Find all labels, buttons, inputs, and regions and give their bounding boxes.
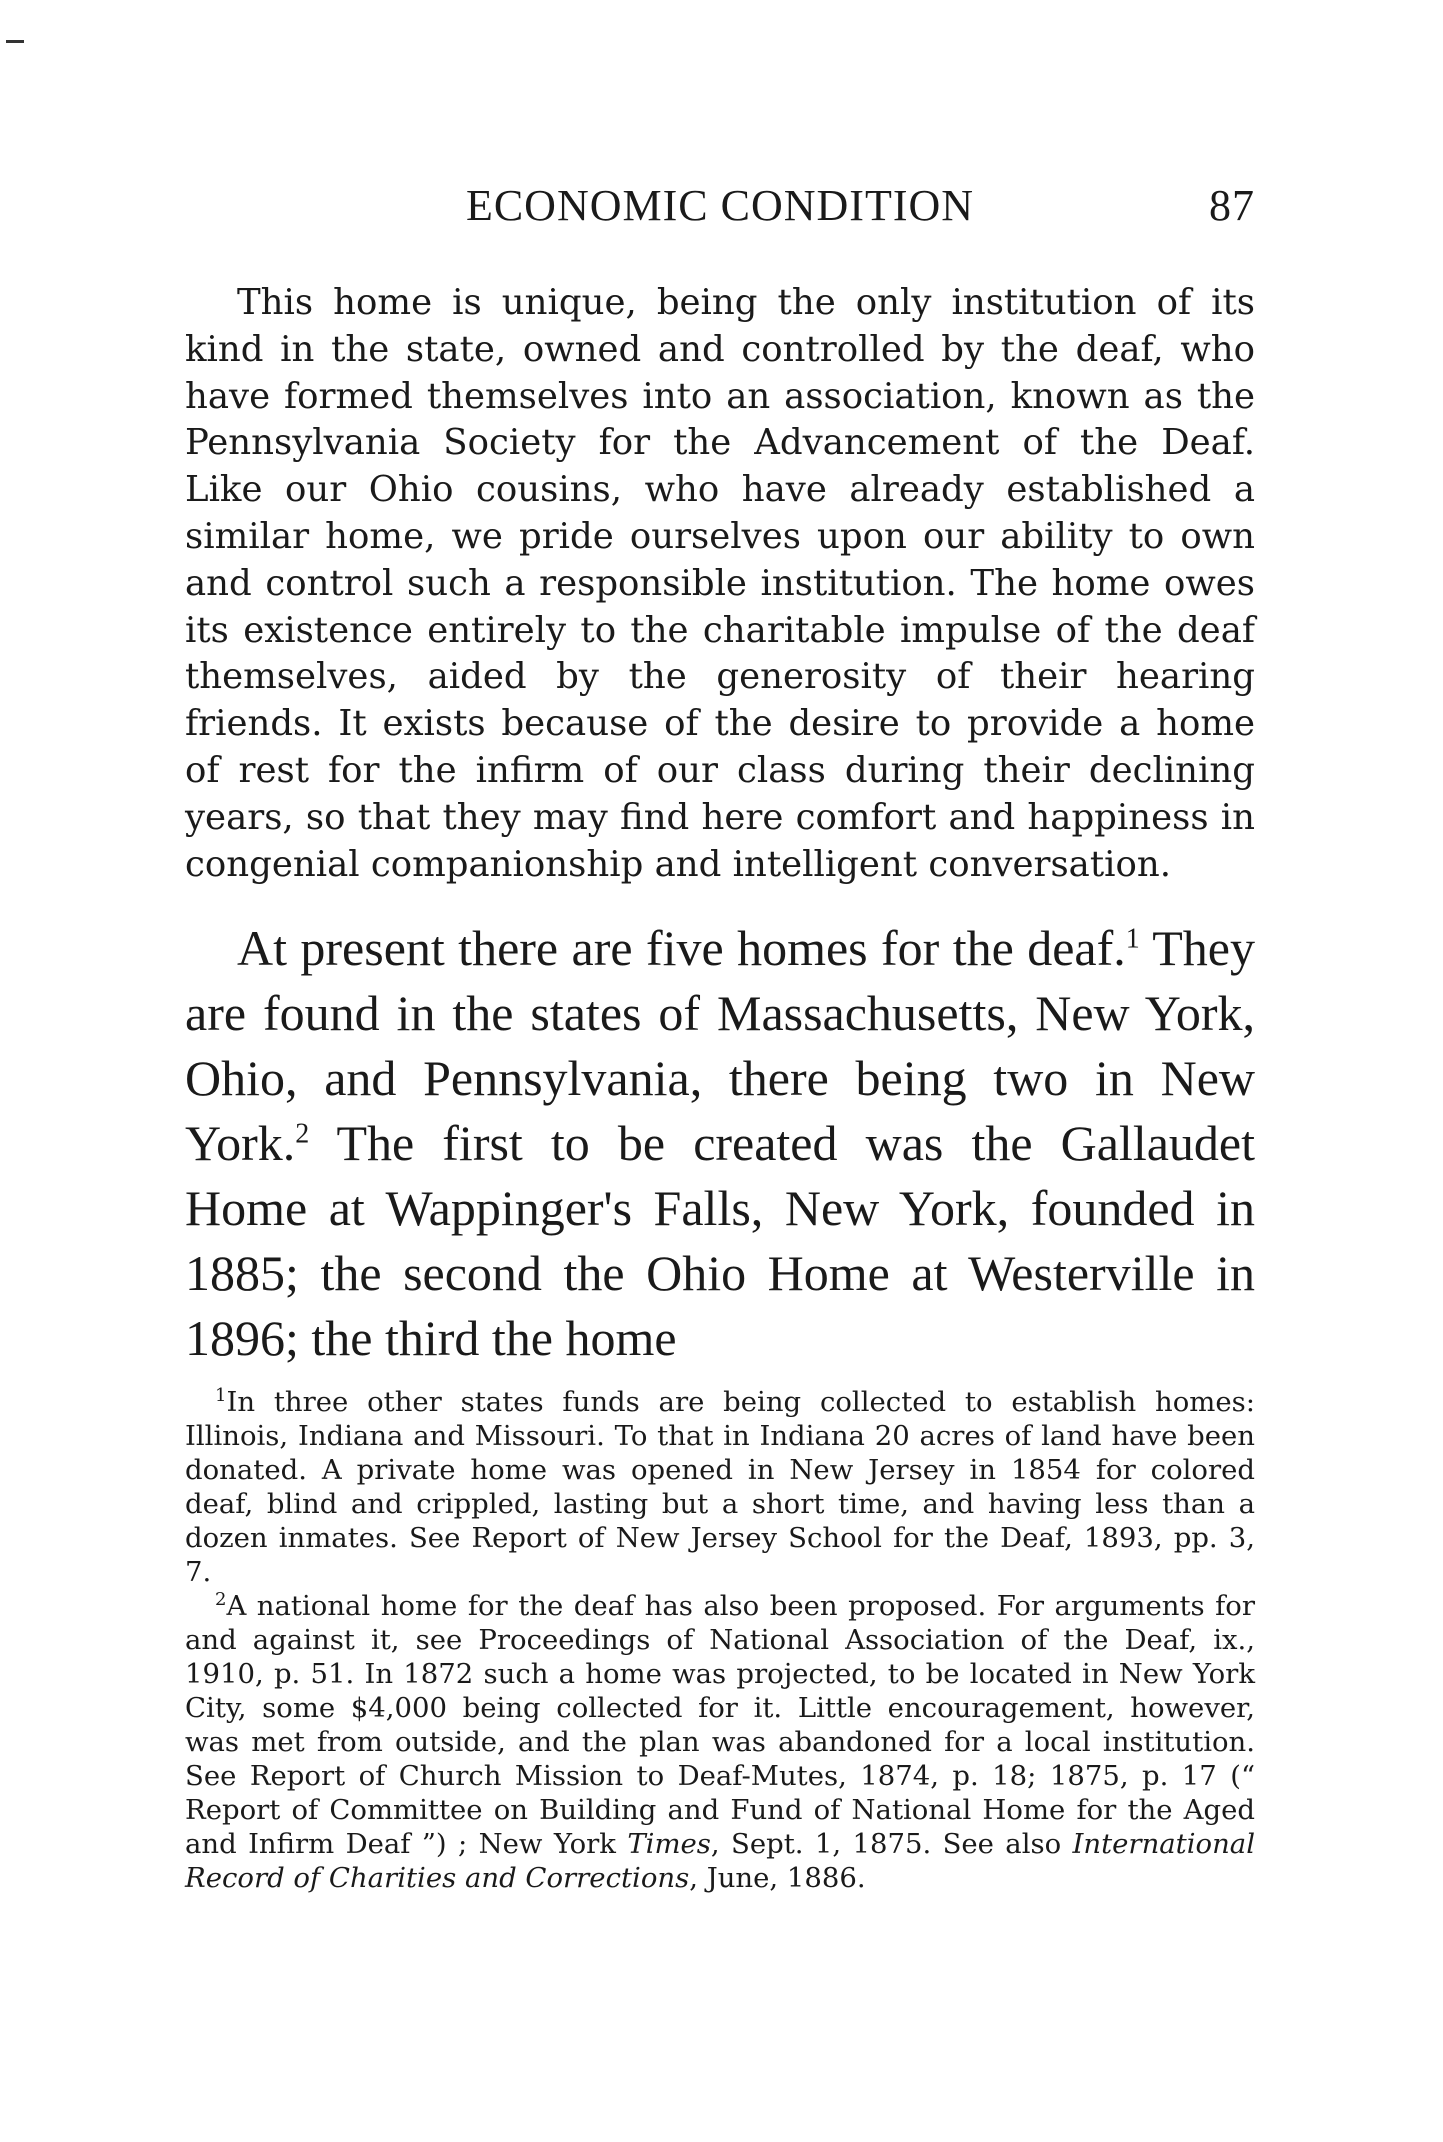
footnote-2-italic-times: Times (627, 1828, 711, 1861)
footnote-1-text: In three other states funds are being collected to establish homes: Illinois, Indiana and Missouri. To that in Indiana 20 acres of land have been donated. A private home was opened in New Jersey in 1854 for colored deaf, blind and crippled, lasting but a short time, and having less than a dozen inmates. See Report of New Jersey School for the Deaf, 1893, pp. 3, 7. (185, 1386, 1255, 1589)
footnote-2 (185, 1589, 1255, 1895)
body-text-1: At present there are five homes for the deaf. (237, 920, 1126, 977)
footnote-2-mark: 2 (215, 1589, 227, 1611)
body-text-3: The first to be created was the Gallaudet Home at Wappinger's Falls, New York, founded in 1885; the second the Ohio Home at Westerville in 1896; the third the home (185, 1115, 1255, 1367)
body-text-2: They are found in the states of Massachusetts, New York, Ohio, and Pennsylvania, there being two in New York. (185, 920, 1255, 1172)
running-title: ECONOMIC CONDITION (465, 181, 975, 230)
body-paragraph (185, 916, 1255, 1371)
quoted-paragraph: This home is unique, being the only institution of its kind in the state, owned and controlled by the deaf, who have formed themselves into an association, known as the Pennsylvania Society for the Advancement of the Deaf. Like our Ohio cousins, who have already established a similar home, we pride ourselves upon our ability to own and control such a responsible institution. The home owes its existence entirely to the charitable impulse of the deaf themselves, aided by the generosity of their hearing friends. It exists because of the desire to provide a home of rest for the infirm of our class during their declining years, so that they may find here comfort and happiness in congenial companionship and intelligent conversation. (185, 282, 1255, 885)
footnote-ref-1: 1 (1125, 923, 1140, 955)
footnote-1 (185, 1385, 1255, 1589)
footnote-2-text-b: , Sept. 1, 1875. See also (710, 1828, 1073, 1861)
book-page (185, 180, 1255, 1895)
footnote-2-text-a: A national home for the deaf has also been proposed. For arguments for and against it, see Proceedings of National Association of the Deaf, ix., 1910, p. 51. In 1872 such a home was projected, to be located in New York City, some $4,000 being collected for it. Little encouragement, however, was met from outside, and the plan was abandoned for a local institution. See Report of Church Mission to Deaf-Mutes, 1874, p. 18; 1875, p. 17 (“ Report of Committee on Building and Fund of National Home for the Aged and Infirm Deaf ”) ; New York (185, 1590, 1255, 1861)
scan-mark (6, 40, 24, 43)
footnote-2-italic-record: International Record of Charities and Corrections (185, 1828, 1255, 1895)
page-number: 87 (1209, 181, 1255, 230)
footnotes (185, 1385, 1255, 1895)
footnote-ref-2: 2 (295, 1118, 310, 1150)
footnote-2-text-c: , June, 1886. (689, 1862, 866, 1895)
running-head (185, 180, 1255, 240)
footnote-1-mark: 1 (215, 1385, 227, 1407)
